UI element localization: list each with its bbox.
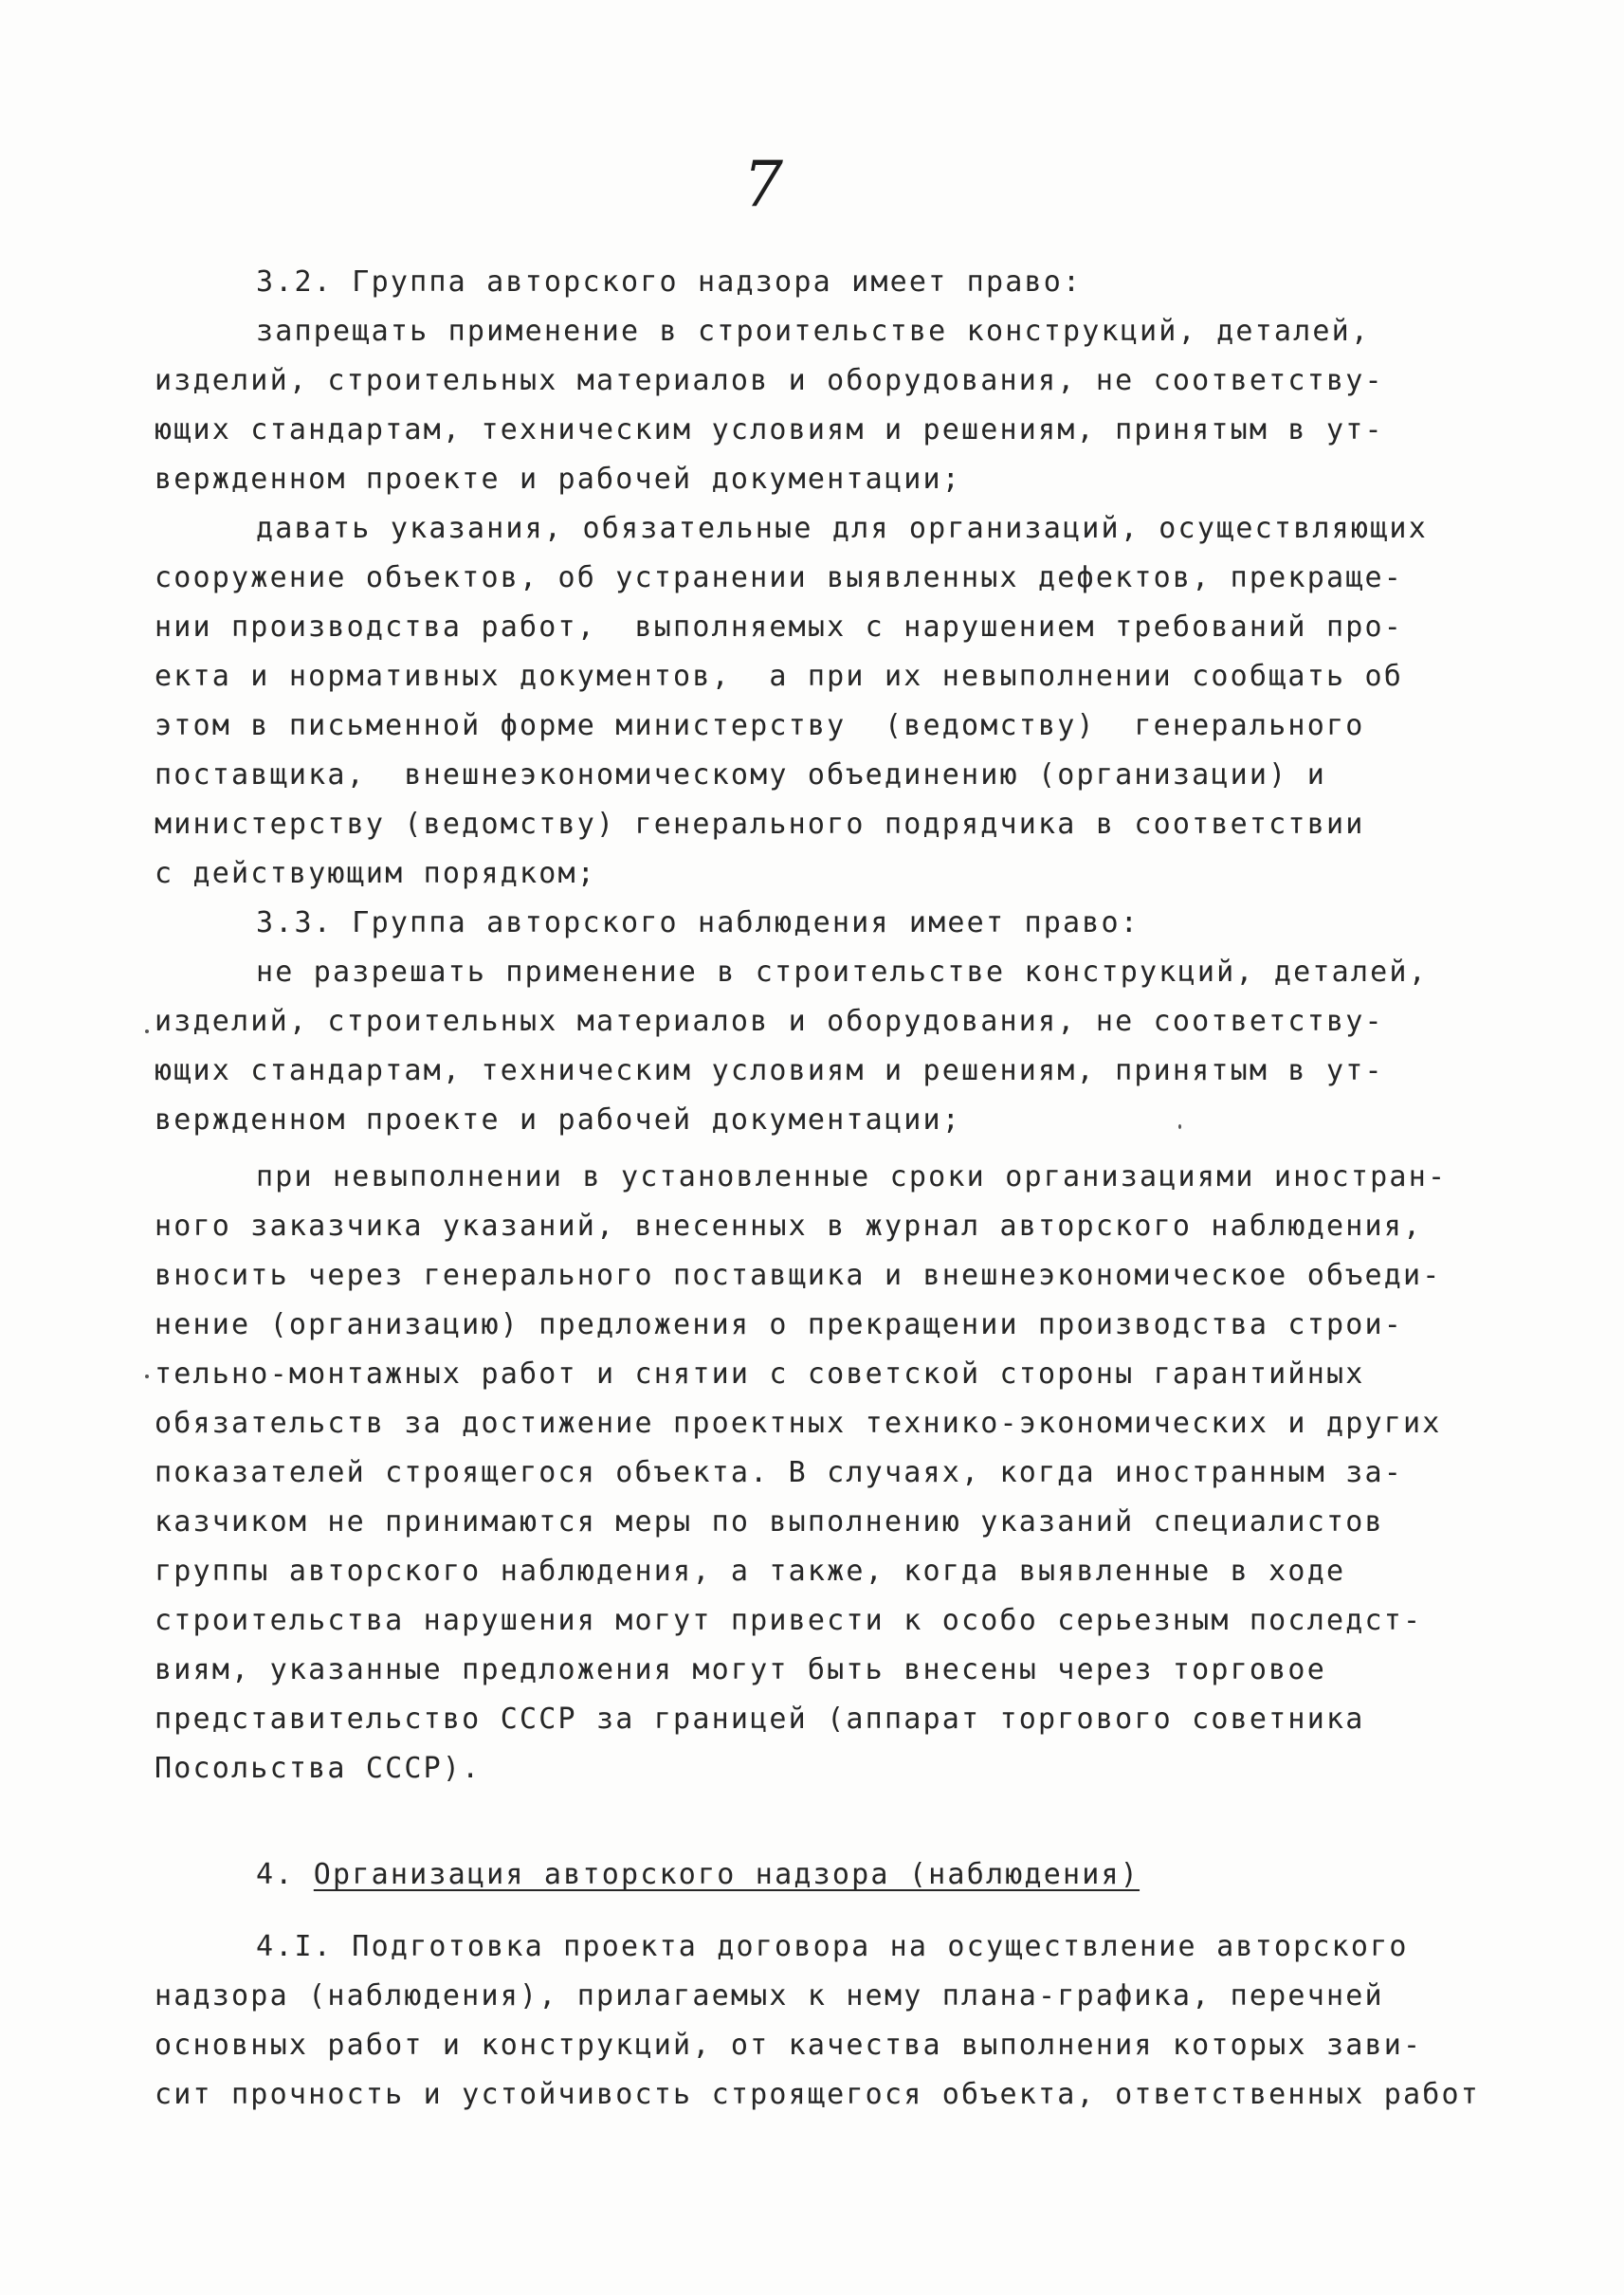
text-line: поставщика, внешнеэкономическому объединению (организации) и	[155, 758, 1326, 792]
text-line: виям, указанные предложения могут быть внесены через торговое	[155, 1653, 1326, 1686]
text-line: группы авторского наблюдения, а также, когда выявленные в ходе	[155, 1555, 1346, 1588]
scan-speck	[145, 1029, 149, 1033]
section-title: Организация авторского надзора (наблюдения)	[313, 1858, 1140, 1891]
text-line: не разрешать применение в строительстве конструкций, деталей,	[256, 956, 1428, 989]
section-number: 4.	[256, 1858, 295, 1891]
text-line: 3.3. Группа авторского наблюдения имеет право:	[256, 906, 1140, 939]
text-line: тельно-монтажных работ и снятии с советской стороны гарантийных	[155, 1357, 1365, 1391]
text-line: показателей строящегося объекта. В случаях, когда иностранным за-	[155, 1456, 1403, 1489]
text-line: сооружение объектов, об устранении выявленных дефектов, прекраще-	[155, 561, 1403, 594]
text-line: ного заказчика указаний, внесенных в журнал авторского наблюдения,	[155, 1210, 1423, 1243]
text-line: изделий, строительных материалов и оборудования, не соответству-	[155, 364, 1384, 397]
text-line: запрещать применение в строительстве конструкций, деталей,	[256, 315, 1371, 348]
text-line: екта и нормативных документов, а при их невыполнении сообщать об	[155, 660, 1403, 693]
text-line: при невыполнении в установленные сроки организациями иностран-	[256, 1160, 1448, 1193]
text-line: надзора (наблюдения), прилагаемых к нему плана-графика, перечней	[155, 1979, 1384, 2013]
text-line: давать указания, обязательные для организаций, осуществляющих	[256, 512, 1428, 545]
text-line: строительства нарушения могут привести к особо серьезным последст-	[155, 1604, 1423, 1637]
text-line: этом в письменной форме министерству (ведомству) генерального	[155, 709, 1365, 742]
text-line: 4.I. Подготовка проекта договора на осуществление авторского	[256, 1930, 1409, 1963]
scan-speck	[1178, 1124, 1181, 1129]
text-line: казчиком не принимаются меры по выполнению указаний специалистов	[155, 1505, 1384, 1539]
text-line: Посольства СССР).	[155, 1752, 482, 1785]
text-line: вержденном проекте и рабочей документации;	[155, 1103, 961, 1137]
text-line: нии производства работ, выполняемых с нарушением требований про-	[155, 610, 1403, 644]
text-line: представительство СССР за границей (аппарат торгового советника	[155, 1703, 1365, 1736]
text-line: вержденном проекте и рабочей документации;	[155, 463, 961, 496]
text-line: ющих стандартам, техническим условиям и решениям, принятым в ут-	[155, 413, 1384, 446]
text-line: основных работ и конструкций, от качества выполнения которых зави-	[155, 2029, 1423, 2062]
text-line: обязательств за достижение проектных технико-экономических и других	[155, 1407, 1442, 1440]
section-heading	[256, 1856, 1140, 1894]
page-number: 7	[743, 148, 783, 221]
text-line: ющих стандартам, техническим условиям и решениям, принятым в ут-	[155, 1054, 1384, 1087]
text-line: вносить через генерального поставщика и внешнеэкономическое объеди-	[155, 1259, 1442, 1292]
text-line: 3.2. Группа авторского надзора имеет право:	[256, 265, 1083, 299]
text-line: нение (организацию) предложения о прекращении производства строи-	[155, 1308, 1403, 1341]
text-line: изделий, строительных материалов и оборудования, не соответству-	[155, 1005, 1384, 1038]
text-line: министерству (ведомству) генерального подрядчика в соответствии	[155, 808, 1365, 841]
text-line: сит прочность и устойчивость строящегося объекта, ответственных работ	[155, 2078, 1481, 2111]
text-line: с действующим порядком;	[155, 857, 597, 890]
scan-speck	[145, 1375, 149, 1378]
